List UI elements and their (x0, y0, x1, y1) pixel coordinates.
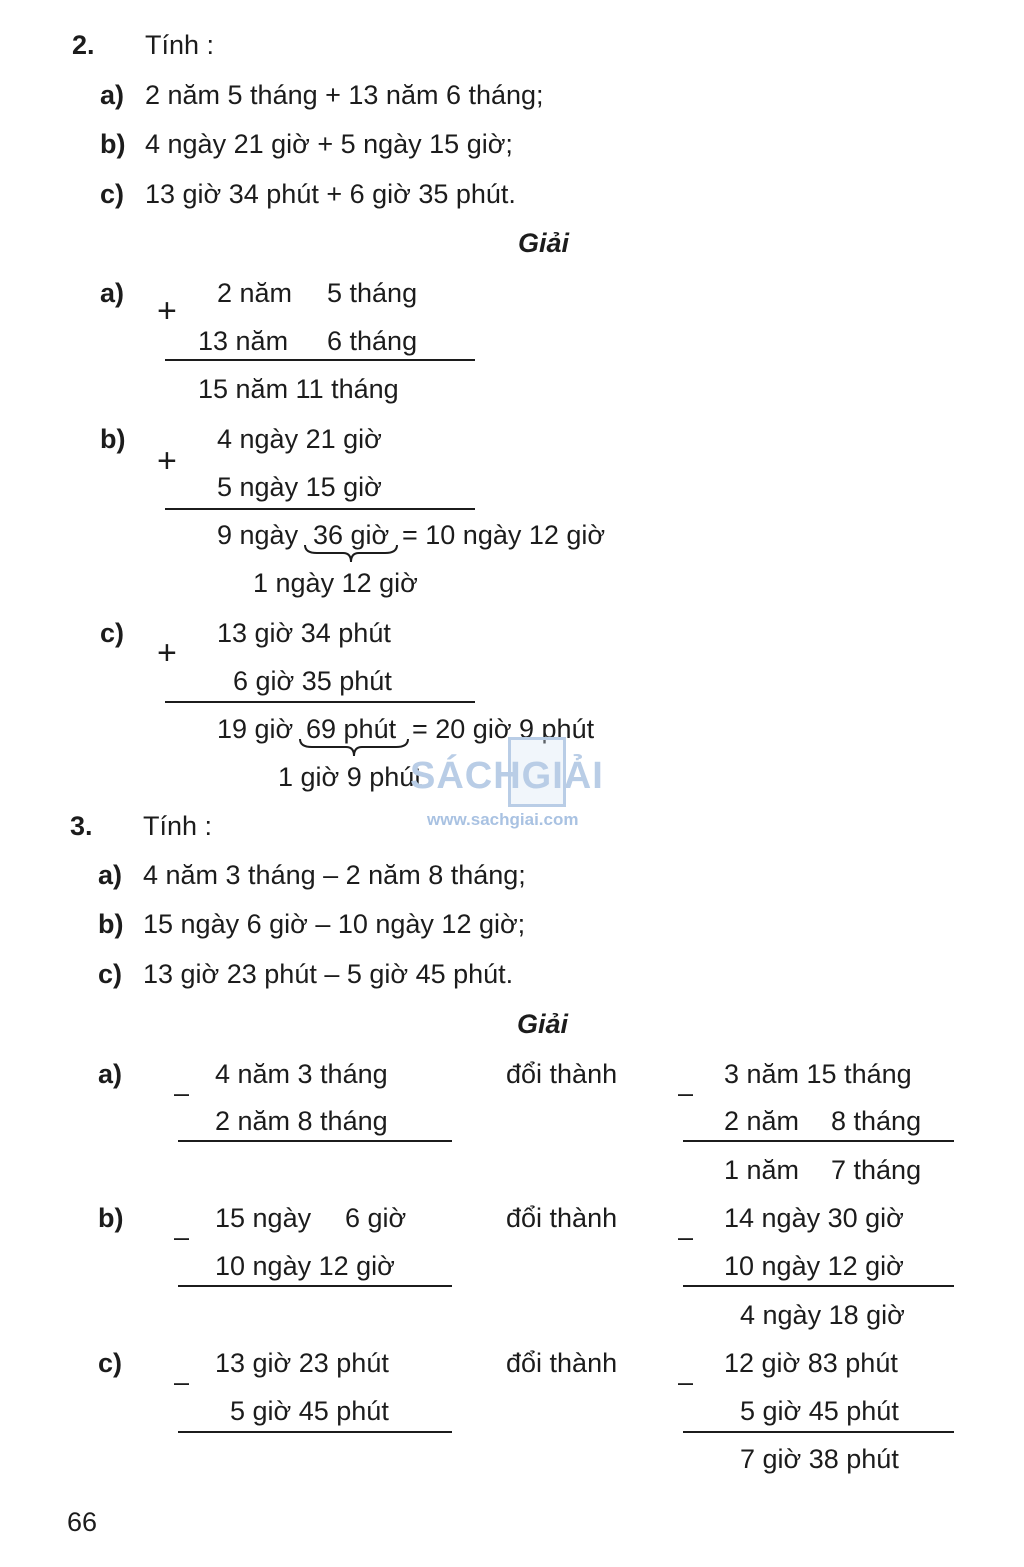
ex2-a-label: a) (100, 278, 125, 308)
ex2-title: Tính : (145, 30, 215, 60)
ex3-task-b-text: 15 ngày 6 giờ – 10 ngày 12 giờ; (143, 909, 526, 939)
ex3-a-left-line2: 2 năm 8 tháng (215, 1106, 388, 1136)
ex3-a-label: a) (98, 1059, 123, 1089)
ex2-a-plus-operator: + (157, 292, 177, 330)
ex2-task-c-label: c) (100, 179, 125, 209)
ex3-c-convert-word: đổi thành (506, 1348, 618, 1378)
ex2-solution-heading: Giải (518, 228, 570, 258)
page-number: 66 (67, 1507, 98, 1537)
ex3-c-result: 7 giờ 38 phút (740, 1444, 899, 1474)
ex2-c-result-hours: 19 giờ (217, 714, 294, 744)
ex2-a-line2-months: 6 tháng (327, 326, 418, 356)
ex3-b-right-minus-operator: – (678, 1222, 694, 1252)
ex3-number: 3. (70, 811, 93, 841)
ex3-a-right-line1: 3 năm 15 tháng (724, 1059, 912, 1089)
ex3-task-a-text: 4 năm 3 tháng – 2 năm 8 tháng; (143, 860, 526, 890)
ex3-c-right-line1: 12 giờ 83 phút (724, 1348, 898, 1378)
ex2-c-result-converted: = 20 giờ 9 phút (412, 714, 595, 744)
ex3-b-label: b) (98, 1203, 124, 1233)
ex3-task-c-label: c) (98, 959, 123, 989)
ex3-a-convert-word: đổi thành (506, 1059, 618, 1089)
ex3-a-result-years: 1 năm (724, 1155, 800, 1185)
ex2-task-b-label: b) (100, 129, 126, 159)
ex2-c-brace-note: 1 giờ 9 phút (278, 762, 422, 792)
ex3-a-right-rule (683, 1140, 954, 1142)
ex2-b-sum-rule (165, 508, 475, 510)
ex3-a-right-line2-years: 2 năm (724, 1106, 800, 1136)
ex3-c-right-rule (683, 1431, 954, 1433)
ex2-a-line1-years: 2 năm (217, 278, 293, 308)
ex3-b-right-line2: 10 ngày 12 giờ (724, 1251, 904, 1281)
ex3-c-label: c) (98, 1348, 123, 1378)
ex2-b-line2: 5 ngày 15 giờ (217, 472, 382, 502)
ex3-a-result-months: 7 tháng (831, 1155, 922, 1185)
ex2-b-line1: 4 ngày 21 giờ (217, 424, 382, 454)
ex2-b-plus-operator: + (157, 442, 177, 480)
ex2-a-line2-years: 13 năm (198, 326, 289, 356)
ex3-c-left-line1: 13 giờ 23 phút (215, 1348, 389, 1378)
ex2-a-result: 15 năm 11 tháng (198, 374, 399, 404)
ex3-c-left-rule (178, 1431, 452, 1433)
ex2-b-result-days: 9 ngày (217, 520, 299, 550)
ex3-b-left-rule (178, 1285, 452, 1287)
ex3-c-left-line2: 5 giờ 45 phút (230, 1396, 389, 1426)
ex3-c-right-minus-operator: – (678, 1367, 694, 1397)
ex3-b-left-line1-hours: 6 giờ (345, 1203, 407, 1233)
ex3-b-convert-word: đổi thành (506, 1203, 618, 1233)
ex2-task-a-text: 2 năm 5 tháng + 13 năm 6 tháng; (145, 80, 544, 110)
ex3-task-a-label: a) (98, 860, 123, 890)
ex3-b-right-line1: 14 ngày 30 giờ (724, 1203, 904, 1233)
ex2-b-result-converted: = 10 ngày 12 giờ (402, 520, 606, 550)
ex3-title: Tính : (143, 811, 213, 841)
ex2-b-label: b) (100, 424, 126, 454)
ex2-number: 2. (72, 30, 95, 60)
ex2-task-b-text: 4 ngày 21 giờ + 5 ngày 15 giờ; (145, 129, 513, 159)
ex2-a-sum-rule (165, 359, 475, 361)
ex2-b-brace-note: 1 ngày 12 giờ (253, 568, 418, 598)
ex3-b-minus-operator: – (174, 1222, 190, 1252)
ex3-solution-heading: Giải (517, 1009, 569, 1039)
ex3-c-right-line2: 5 giờ 45 phút (740, 1396, 899, 1426)
ex3-a-left-rule (178, 1140, 452, 1142)
ex3-a-right-line2-months: 8 tháng (831, 1106, 922, 1136)
ex3-task-b-label: b) (98, 909, 124, 939)
watermark-url: www.sachgiai.com (427, 810, 579, 829)
ex2-c-label: c) (100, 618, 125, 648)
ex3-a-right-minus-operator: – (678, 1078, 694, 1108)
ex2-c-underbrace (298, 737, 410, 759)
ex2-b-underbrace (303, 543, 399, 565)
sachgiai-watermark (410, 735, 620, 835)
ex3-b-left-line1-days: 15 ngày (215, 1203, 312, 1233)
ex2-a-line1-months: 5 tháng (327, 278, 418, 308)
ex3-a-minus-operator: – (174, 1078, 190, 1108)
ex2-c-plus-operator: + (157, 634, 177, 672)
ex3-task-c-text: 13 giờ 23 phút – 5 giờ 45 phút. (143, 959, 514, 989)
ex3-b-right-rule (683, 1285, 954, 1287)
ex3-c-minus-operator: – (174, 1367, 190, 1397)
ex2-c-line1: 13 giờ 34 phút (217, 618, 391, 648)
ex3-b-left-line2: 10 ngày 12 giờ (215, 1251, 395, 1281)
ex2-c-result-minutes: 69 phút (306, 714, 397, 744)
ex3-b-result: 4 ngày 18 giờ (740, 1300, 905, 1330)
ex2-task-c-text: 13 giờ 34 phút + 6 giờ 35 phút. (145, 179, 516, 209)
ex2-c-line2: 6 giờ 35 phút (233, 666, 392, 696)
ex2-b-result-hours: 36 giờ (313, 520, 390, 550)
ex2-c-sum-rule (165, 701, 475, 703)
ex2-task-a-label: a) (100, 80, 125, 110)
ex3-a-left-line1: 4 năm 3 tháng (215, 1059, 388, 1089)
watermark-brand: SÁCHGIẢI (410, 755, 604, 797)
